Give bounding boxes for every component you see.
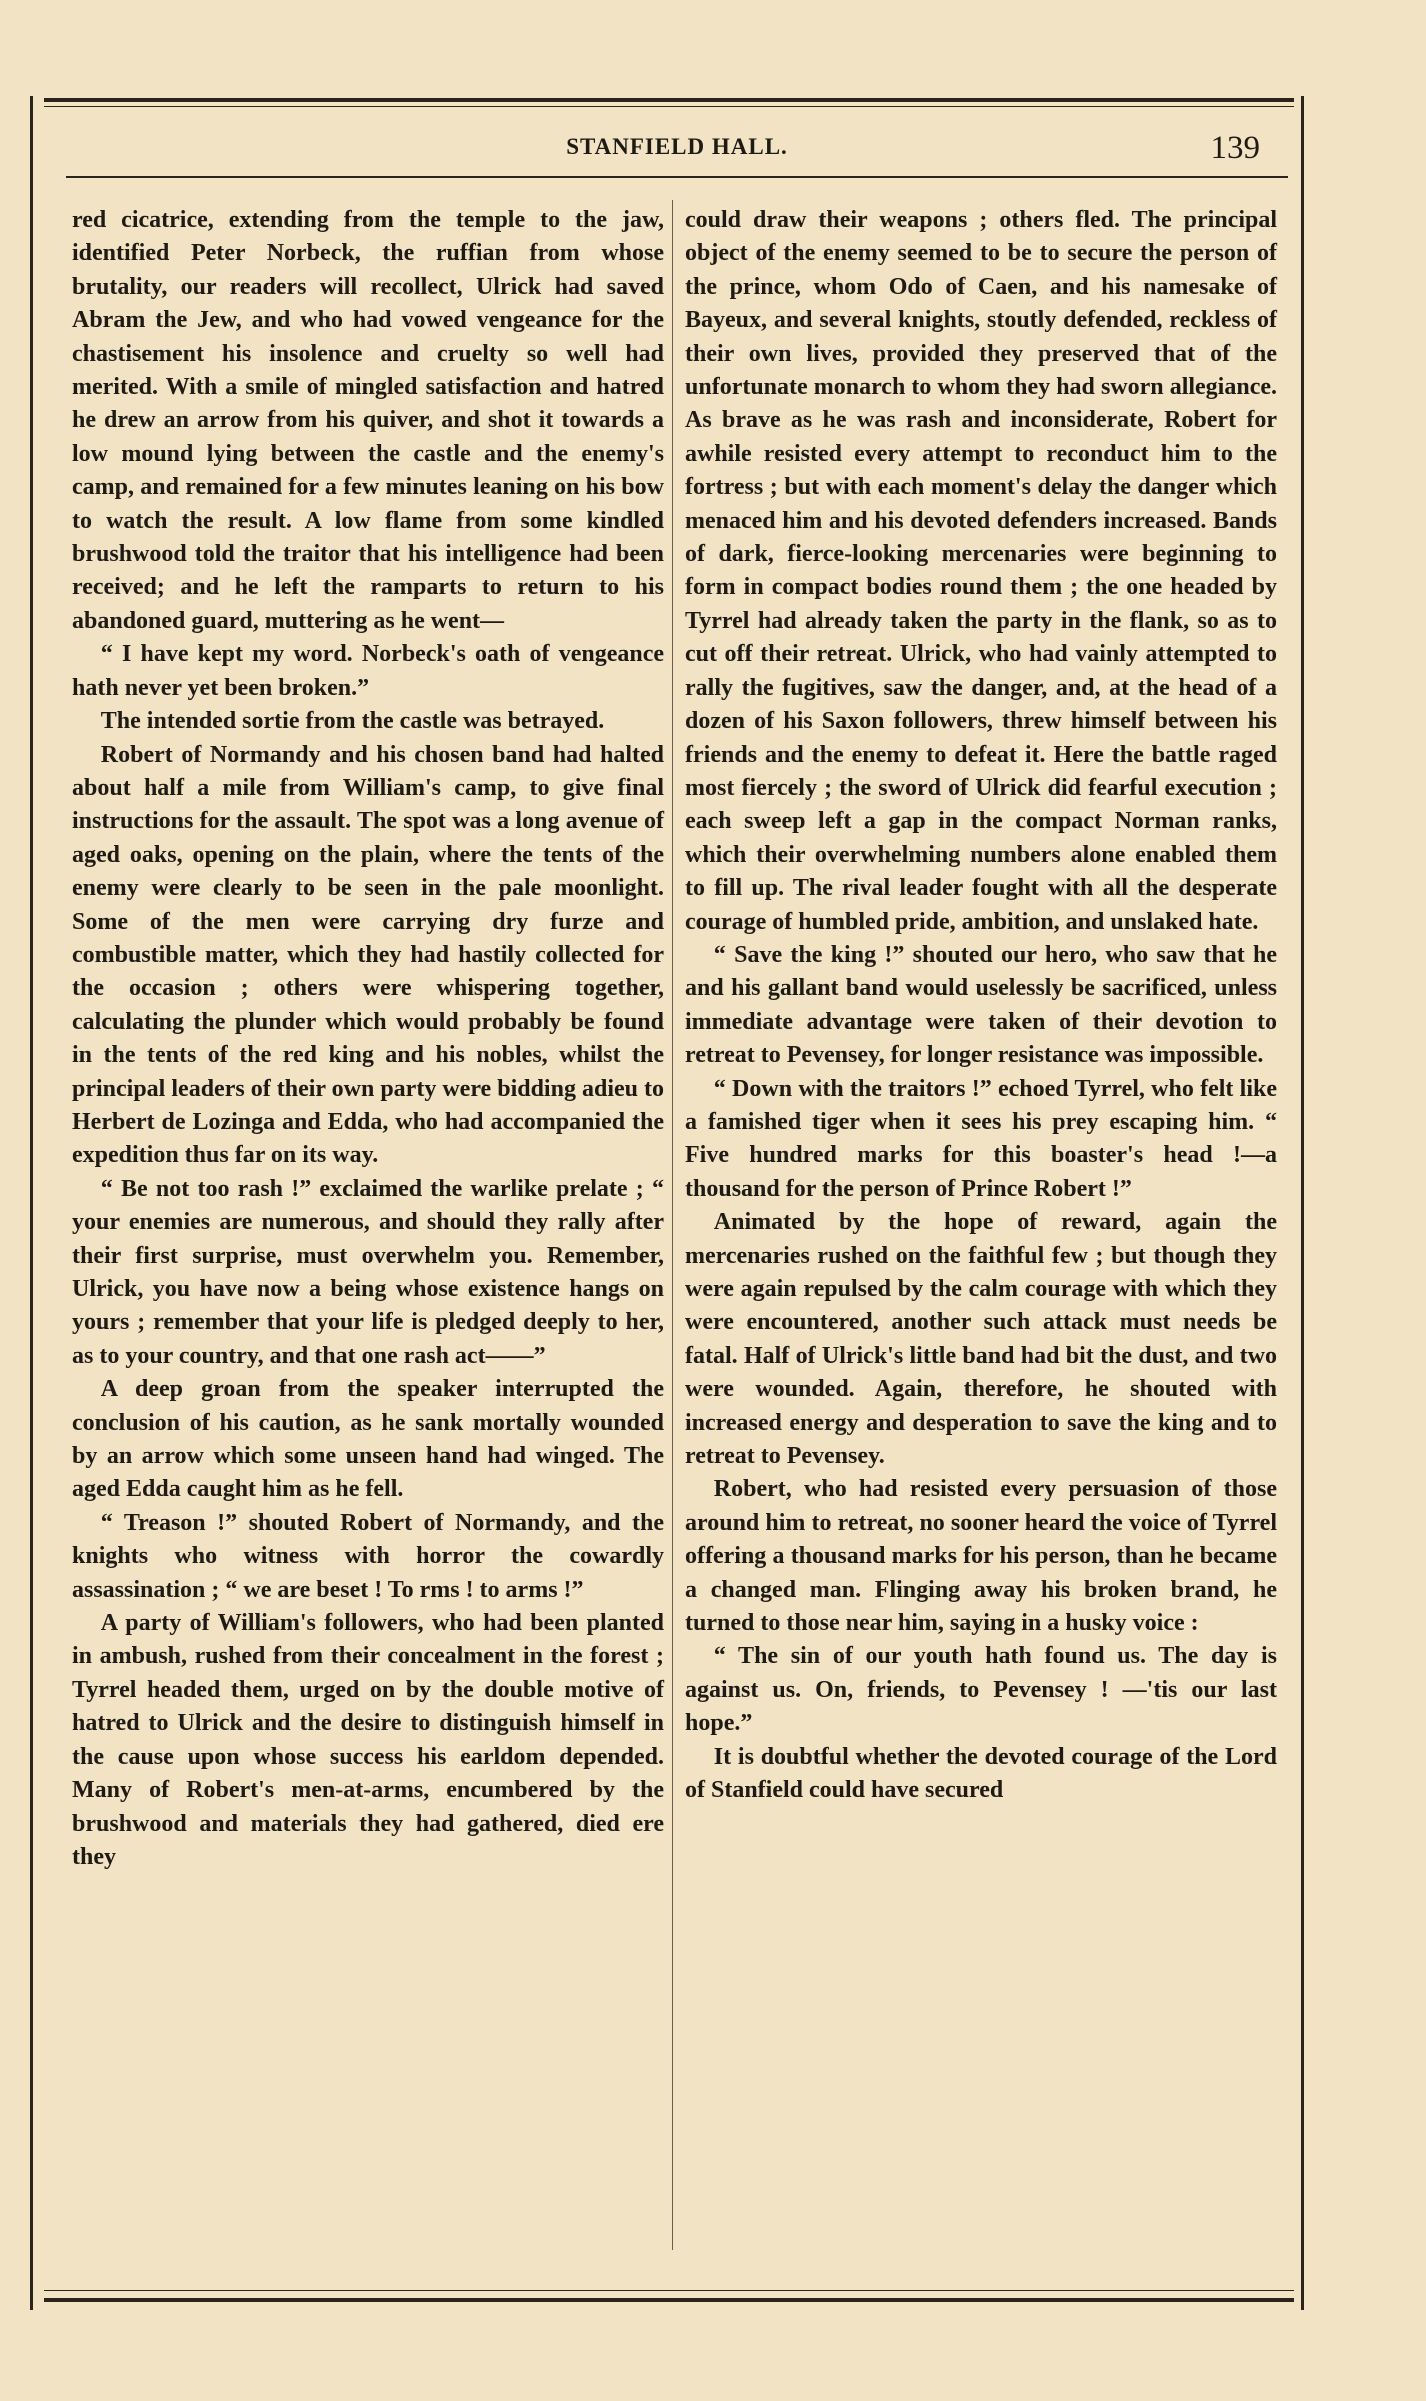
header-rule [66, 176, 1288, 178]
paragraph: could draw their weapons ; others fled. The principal object of the enemy seemed to be to secure the person of the prince, whom Odo of Caen, and his namesake of Bayeux, and several knights, stoutly defended, reckless of their own lives, provided they preserved that of the unfortunate monarch to whom they had sworn allegiance. As brave as he was rash and inconsiderate, Robert for awhile resisted every attempt to reconduct him to the fortress ; but with each moment's delay the danger which menaced him and his devoted defenders increased. Bands of dark, fierce-looking mercenaries were beginning to form in compact bodies round them ; the one headed by Tyrrel had already taken the party in the flank, so as to cut off their retreat. Ulrick, who had vainly attempted to rally the fugitives, saw the danger, and, at the head of a dozen of his Saxon followers, threw himself between his friends and the enemy to defeat it. Here the battle raged most fiercely ; the sword of Ulrick did fearful execution ; each sweep left a gap in the compact Norman ranks, which their overwhelming numbers alone enabled them to fill up. The rival leader fought with all the desperate courage of humbled pride, ambition, and unslaked hate. [685, 207, 1277, 935]
bottom-border-rule-thin [44, 2290, 1294, 2291]
paragraph: “ Save the king !” shouted our hero, who saw that he and his gallant band would uselessly be sacrificed, unless immediate advantage were taken of their devotion to retreat to Pevensey, for longer resistance was impossible. [685, 941, 1277, 1069]
paragraph: “ I have kept my word. Norbeck's oath of vengeance hath never yet been broken.” [72, 641, 664, 701]
paragraph: “ Be not too rash !” exclaimed the warlike prelate ; “ your enemies are numerous, and should they rally after their first surprise, must overwhelm you. Remember, Ulrick, you have now a being whose existence hangs on yours ; remember that your life is pledged deeply to her, as to your country, and that one rash act——” [72, 1175, 664, 1369]
column-divider [672, 200, 673, 2250]
top-border-rule-thin [44, 106, 1294, 107]
paragraph: Animated by the hope of reward, again the mercenaries rushed on the faithful few ; but though they were again repulsed by the calm courage with which they were encountered, another such attack must needs be fatal. Half of Ulrick's little band had bit the dust, and two were wounded. Again, therefore, he shouted with increased energy and desperation to save the king and to retreat to Pevensey. [685, 1209, 1277, 1470]
paragraph: A party of William's followers, who had been planted in ambush, rushed from their concealment in the forest ; Tyrrel headed them, urged on by the double motive of hatred to Ulrick and the desire to distinguish himself in the cause upon whose success his earldom depended. Many of Robert's men-at-arms, encumbered by the brushwood and materials they had gathered, died ere they [72, 1610, 664, 1870]
running-head [66, 128, 1288, 172]
bottom-border-rule [44, 2298, 1294, 2302]
paragraph: “ The sin of our youth hath found us. The day is against us. On, friends, to Pevensey ! —'tis our last hope.” [685, 1643, 1277, 1737]
running-title: STANFIELD HALL. [566, 134, 788, 159]
top-border-rule [44, 98, 1294, 102]
paragraph: A deep groan from the speaker interrupted the conclusion of his caution, as he sank mortally wounded by an arrow which some unseen hand had winged. The aged Edda caught him as he fell. [72, 1376, 664, 1503]
paragraph: It is doubtful whether the devoted courage of the Lord of Stanfield could have secured [685, 1743, 1277, 1804]
left-column [72, 204, 664, 1874]
page-number: 139 [1210, 130, 1260, 166]
paragraph: The intended sortie from the castle was betrayed. [100, 708, 605, 735]
paragraph: Robert, who had resisted every persuasion of those around him to retreat, no sooner heard the voice of Tyrrel offering a thousand marks for his person, than he became a changed man. Flinging away his broken brand, he turned to those near him, saying in a husky voice : [685, 1476, 1277, 1637]
right-column [685, 204, 1277, 1808]
paragraph: red cicatrice, extending from the temple to the jaw, identified Peter Norbeck, the ruffian from whose brutality, our readers will recollect, Ulrick had saved Abram the Jew, and who had vowed vengeance for the chastisement his insolence and cruelty so well had merited. With a smile of mingled satisfaction and hatred he drew an arrow from his quiver, and shot it towards a low mound lying between the castle and the enemy's camp, and remained for a few minutes leaning on his bow to watch the result. A low flame from some kindled brushwood told the traitor that his intelligence had been received; and he left the ramparts to return to his abandoned guard, muttering as he went— [72, 207, 664, 634]
paragraph: “ Treason !” shouted Robert of Normandy, and the knights who witness with horror the cowardly assassination ; “ we are beset ! To rms ! to arms !” [72, 1509, 664, 1603]
paragraph: Robert of Normandy and his chosen band had halted about half a mile from William's camp, to give final instructions for the assault. The spot was a long avenue of aged oaks, opening on the plain, where the tents of the enemy were clearly to be seen in the pale moonlight. Some of the men were carrying dry furze and combustible matter, which they had hastily collected for the occasion ; others were whispering together, calculating the plunder which would probably be found in the tents of the red king and his nobles, whilst the principal leaders of their own party were bidding adieu to Herbert de Lozinga and Edda, who had accompanied the expedition thus far on its way. [72, 741, 664, 1169]
paragraph: “ Down with the traitors !” echoed Tyrrel, who felt like a famished tiger when it sees his prey escaping him. “ Five hundred marks for this boaster's head !—a thousand for the person of Prince Robert !” [685, 1075, 1277, 1202]
